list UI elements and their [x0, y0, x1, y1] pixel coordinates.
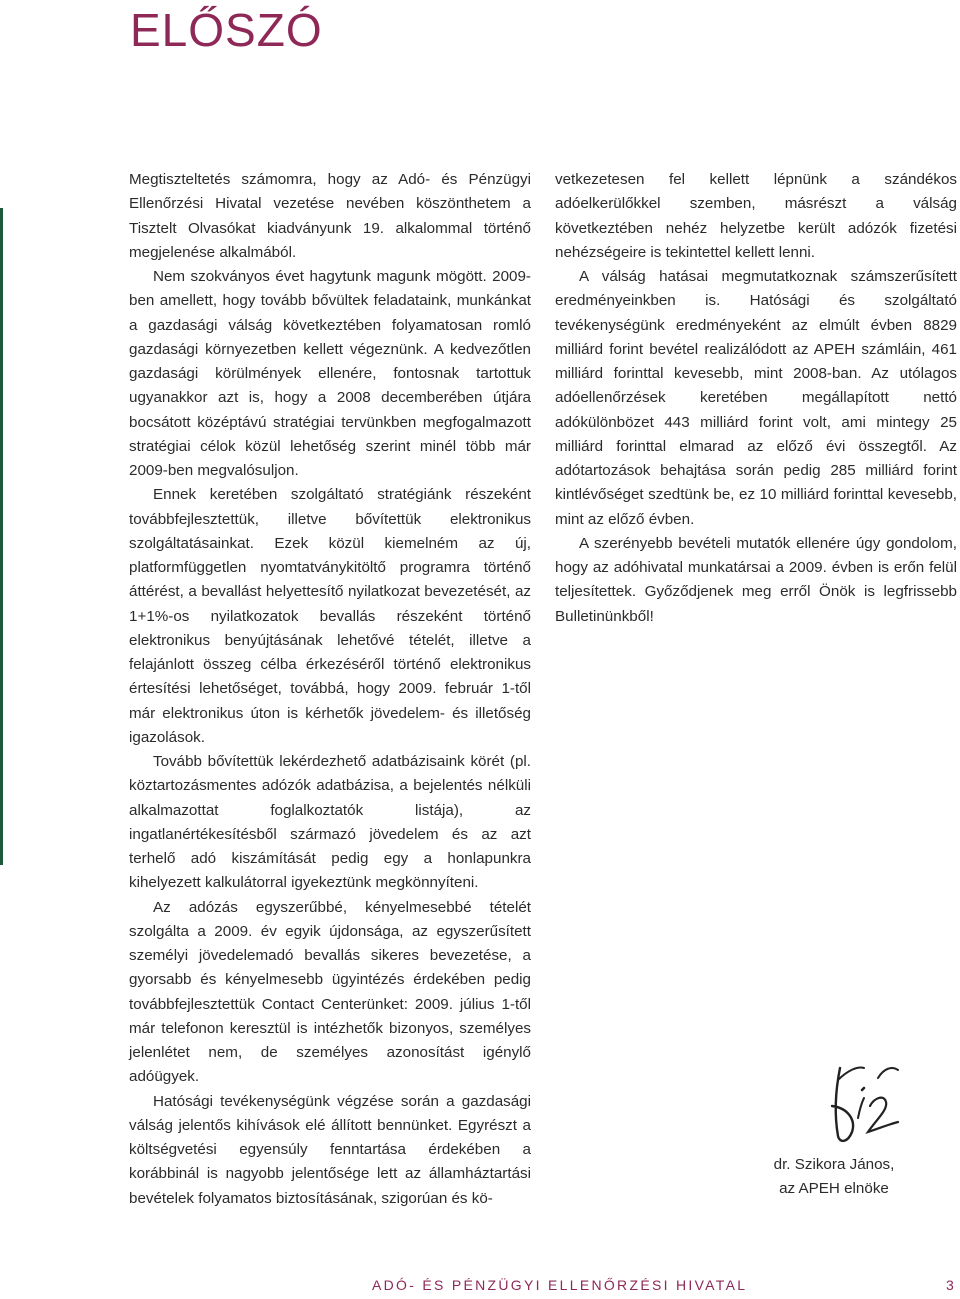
paragraph: Tovább bővítettük lekérdezhető adatbázisaink körét (pl. köztartozásmentes adózók adatbázisa, a bejelentés nélküli alkalmazottat foglalkoztatók listája), az ingatlanértékesítésből származó jövedelem és az azt terhelő adó kiszámítását pedig egy a honlapunkra kihelyezett kalkulátorral igyekeztünk megkönnyíteni.: [129, 753, 531, 892]
paragraph: Hatósági tevékenységünk végzése során a gazdasági válság jelentős kihívások elé állított bennünket. Egyrészt a költségvetési egyensúly fenntartása érdekében a korábbinál is nagyobb jelentősége lett az államháztartási bevételek folyamatos biztosításának, szigorúan és kö-: [129, 1092, 531, 1207]
paragraph: A válság hatásai megmutatkoznak számszerűsített eredményeinkben is. Hatósági és szolgáltató tevékenységünk eredményeként az elmúlt évben 8829 milliárd forint bevétel realizálódott az APEH számláin, 461 milliárd forinttal kevesebb, mint 2008-ban. Az utólagos adóellenőrzések keretében megállapított nettó adókülönbözet 443 milliárd forint volt, ami mintegy 25 milliárd forinttal elmarad az előző évi összegtől. Az adótartozások behajtása során pedig 285 milliárd forint kintlévőséget szedtünk be, ez 10 milliárd forinttal kevesebb, mint az előző évben.: [555, 268, 957, 528]
left-edge-bar: [0, 208, 3, 865]
paragraph: Nem szokványos évet hagytunk magunk mögött. 2009-ben amellett, hogy tovább bővültek feladataink, munkánkat a gazdasági válság következtében folyamatosan romló gazdasági környezetben kellett végeznünk. A kedvezőtlen gazdasági körülmények ellenére, fontosnak tartottuk ugyanakkor azt is, hogy a 2008 decemberében útjára bocsátott középtávú stratégiai tervünkben megfogalmazott stratégiai célok közül lehetőség szerint minél több már 2009-ben megvalósuljon.: [129, 268, 531, 479]
right-text-column: [555, 168, 957, 629]
signature-block: [760, 1153, 908, 1202]
page-title: ELŐSZÓ: [130, 4, 323, 56]
handwritten-signature: [818, 1058, 908, 1150]
paragraph: Megtiszteltetés számomra, hogy az Adó- és Pénzügyi Ellenőrzési Hivatal vezetése nevében köszönthetem a Tisztelt Olvasókat kiadványunk 19. alkalommal történő megjelenése alkalmából.: [129, 171, 531, 261]
signer-name: dr. Szikora János,: [773, 1156, 895, 1173]
paragraph: Ennek keretében szolgáltató stratégiánk részeként továbbfejlesztettük, illetve bővítettük elektronikus szolgáltatásainkat. Ezek közül kiemelném az új, platformfüggetlen nyomtatványkitöltő programra történő áttérést, a bevallást helyettesítő nyilatkozat bevezetését, az 1+1%-os nyilatkozatok bevallás részeként történő elektronikus benyújtásának lehetővé tételét, illetve a felajánlott összeg célba érkezéséről történő elektronikus értesítési lehetőséget, továbbá, hogy 2009. február 1-től már elektronikus úton is kérhetők jövedelem- és illetőség igazolások.: [129, 486, 531, 746]
footer-organization: ADÓ- ÉS PÉNZÜGYI ELLENŐRZÉSI HIVATAL: [372, 1277, 748, 1293]
paragraph: vetkezetesen fel kellett lépnünk a szándékos adóelkerülőkkel szemben, másrészt a válság következtében nehéz helyzetbe került adózók fizetési nehézségeire is tekintettel kellett lenni.: [555, 171, 957, 261]
page-number: 3: [946, 1277, 954, 1293]
signer-role: az APEH elnöke: [779, 1180, 889, 1198]
paragraph: Az adózás egyszerűbbé, kényelmesebbé tételét szolgálta a 2009. év egyik újdonsága, az egyszerűsített személyi jövedelemadó bevallás sikeres bevezetése, a gyorsabb és kényelmesebb ügyintézés érdekében pedig továbbfejlesztettük Contact Centerünket: 2009. július 1-től már telefonon keresztül is intézhetők bizonyos, személyes jelenlétet nem, de személyes azonosítást igénylő adóügyek.: [129, 898, 531, 1086]
left-text-column: [129, 168, 531, 1211]
paragraph: A szerényebb bevételi mutatók ellenére úgy gondolom, hogy az adóhivatal munkatársai a 2009. évben is erőn felül teljesítettek. Győződjenek meg erről Önök is legfrissebb Bulletinünkből!: [555, 534, 957, 625]
